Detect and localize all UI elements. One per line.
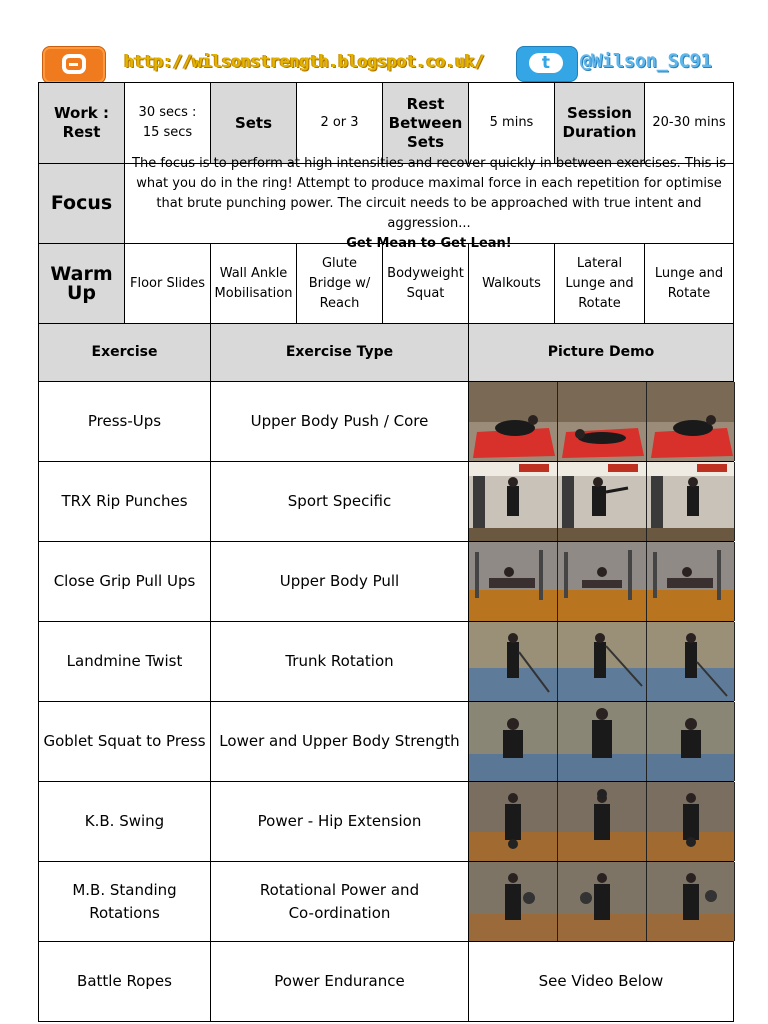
demo-photo: [647, 462, 735, 541]
demo-photo: [647, 702, 735, 781]
twitter-logo-icon[interactable]: t: [516, 46, 578, 82]
picture-demo-cell: [468, 861, 734, 942]
page-header: [0, 0, 768, 84]
exercise-type: Power Endurance: [210, 941, 469, 1022]
warm-up-item: Lateral Lunge and Rotate: [554, 243, 645, 324]
twitter-handle-link[interactable]: @Wilson_SC91: [580, 50, 712, 72]
exercise-type: Trunk Rotation: [210, 621, 469, 702]
focus-description: [124, 155, 734, 251]
picture-demo-cell: [468, 541, 734, 622]
picture-demo-cell: [468, 781, 734, 862]
sets-value: 2 or 3: [296, 82, 383, 164]
exercise-name: Press-Ups: [38, 381, 211, 462]
picture-demo-cell: [468, 701, 734, 782]
demo-photo: [647, 782, 735, 861]
rest-between-sets-value: 5 mins: [468, 82, 555, 164]
demo-photo: [558, 702, 647, 781]
demo-photo: [558, 782, 647, 861]
exercise-type: Power - Hip Extension: [210, 781, 469, 862]
demo-photo: [469, 462, 558, 541]
demo-photo: [647, 862, 735, 941]
picture-demo-cell: [468, 621, 734, 702]
demo-photo: [469, 622, 558, 701]
exercise-name: Close Grip Pull Ups: [38, 541, 211, 622]
demo-photo: [647, 622, 735, 701]
exercise-name: M.B. Standing Rotations: [38, 861, 211, 942]
exercise-name: K.B. Swing: [38, 781, 211, 862]
session-duration-value: 20-30 mins: [644, 82, 734, 164]
warm-up-item: Wall Ankle Mobilisation: [210, 243, 297, 324]
exercise-name: Goblet Squat to Press: [38, 701, 211, 782]
exercise-name: TRX Rip Punches: [38, 461, 211, 542]
demo-photo: [647, 542, 735, 621]
work-rest-label: Work : Rest: [38, 82, 125, 164]
warm-up-item: Walkouts: [468, 243, 555, 324]
demo-photo: [469, 382, 558, 461]
demo-photo: [647, 382, 735, 461]
picture-demo-header: Picture Demo: [468, 323, 734, 382]
focus-label: Focus: [38, 163, 125, 244]
exercise-type: Upper Body Push / Core: [210, 381, 469, 462]
picture-demo-cell: [468, 461, 734, 542]
exercise-type: Sport Specific: [210, 461, 469, 542]
blogger-logo-icon[interactable]: [42, 46, 106, 84]
focus-emphasis: Get Mean to Get Lean!: [346, 235, 512, 251]
rest-between-sets-label: Rest Between Sets: [382, 82, 469, 164]
exercise-type: Rotational Power and Co-ordination: [210, 861, 469, 942]
warm-up-label: Warm Up: [38, 243, 125, 324]
work-rest-value: 30 secs : 15 secs: [124, 82, 211, 164]
sets-label: Sets: [210, 82, 297, 164]
exercise-type: Upper Body Pull: [210, 541, 469, 622]
exercise-name: Landmine Twist: [38, 621, 211, 702]
demo-photo: [469, 782, 558, 861]
session-duration-label: Session Duration: [554, 82, 645, 164]
exercise-name: Battle Ropes: [38, 941, 211, 1022]
demo-photo: [558, 462, 647, 541]
picture-demo-cell: See Video Below: [468, 941, 734, 1022]
demo-photo: [558, 862, 647, 941]
exercise-type: Lower and Upper Body Strength: [210, 701, 469, 782]
demo-photo: [469, 542, 558, 621]
demo-photo: [558, 622, 647, 701]
focus-text: The focus is to perform at high intensities and recover quickly in between exercises. This is what you do in the ring! Attempt to produce maximal force in each repetition for optimise that brute punching power. The circuit needs to be approached with true intent and aggression...: [132, 155, 726, 231]
workout-sheet: [38, 82, 734, 1022]
exercise-header: Exercise: [38, 323, 211, 382]
warm-up-item: Glute Bridge w/ Reach: [296, 243, 383, 324]
picture-demo-cell: [468, 381, 734, 462]
demo-photo: [469, 862, 558, 941]
demo-photo: [558, 382, 647, 461]
warm-up-item: Bodyweight Squat: [382, 243, 469, 324]
blog-url-link[interactable]: http://wilsonstrength.blogspot.co.uk/: [124, 52, 485, 72]
exercise-type-header: Exercise Type: [210, 323, 469, 382]
demo-photo: [558, 542, 647, 621]
warm-up-item: Floor Slides: [124, 243, 211, 324]
demo-photo: [469, 702, 558, 781]
warm-up-item: Lunge and Rotate: [644, 243, 734, 324]
